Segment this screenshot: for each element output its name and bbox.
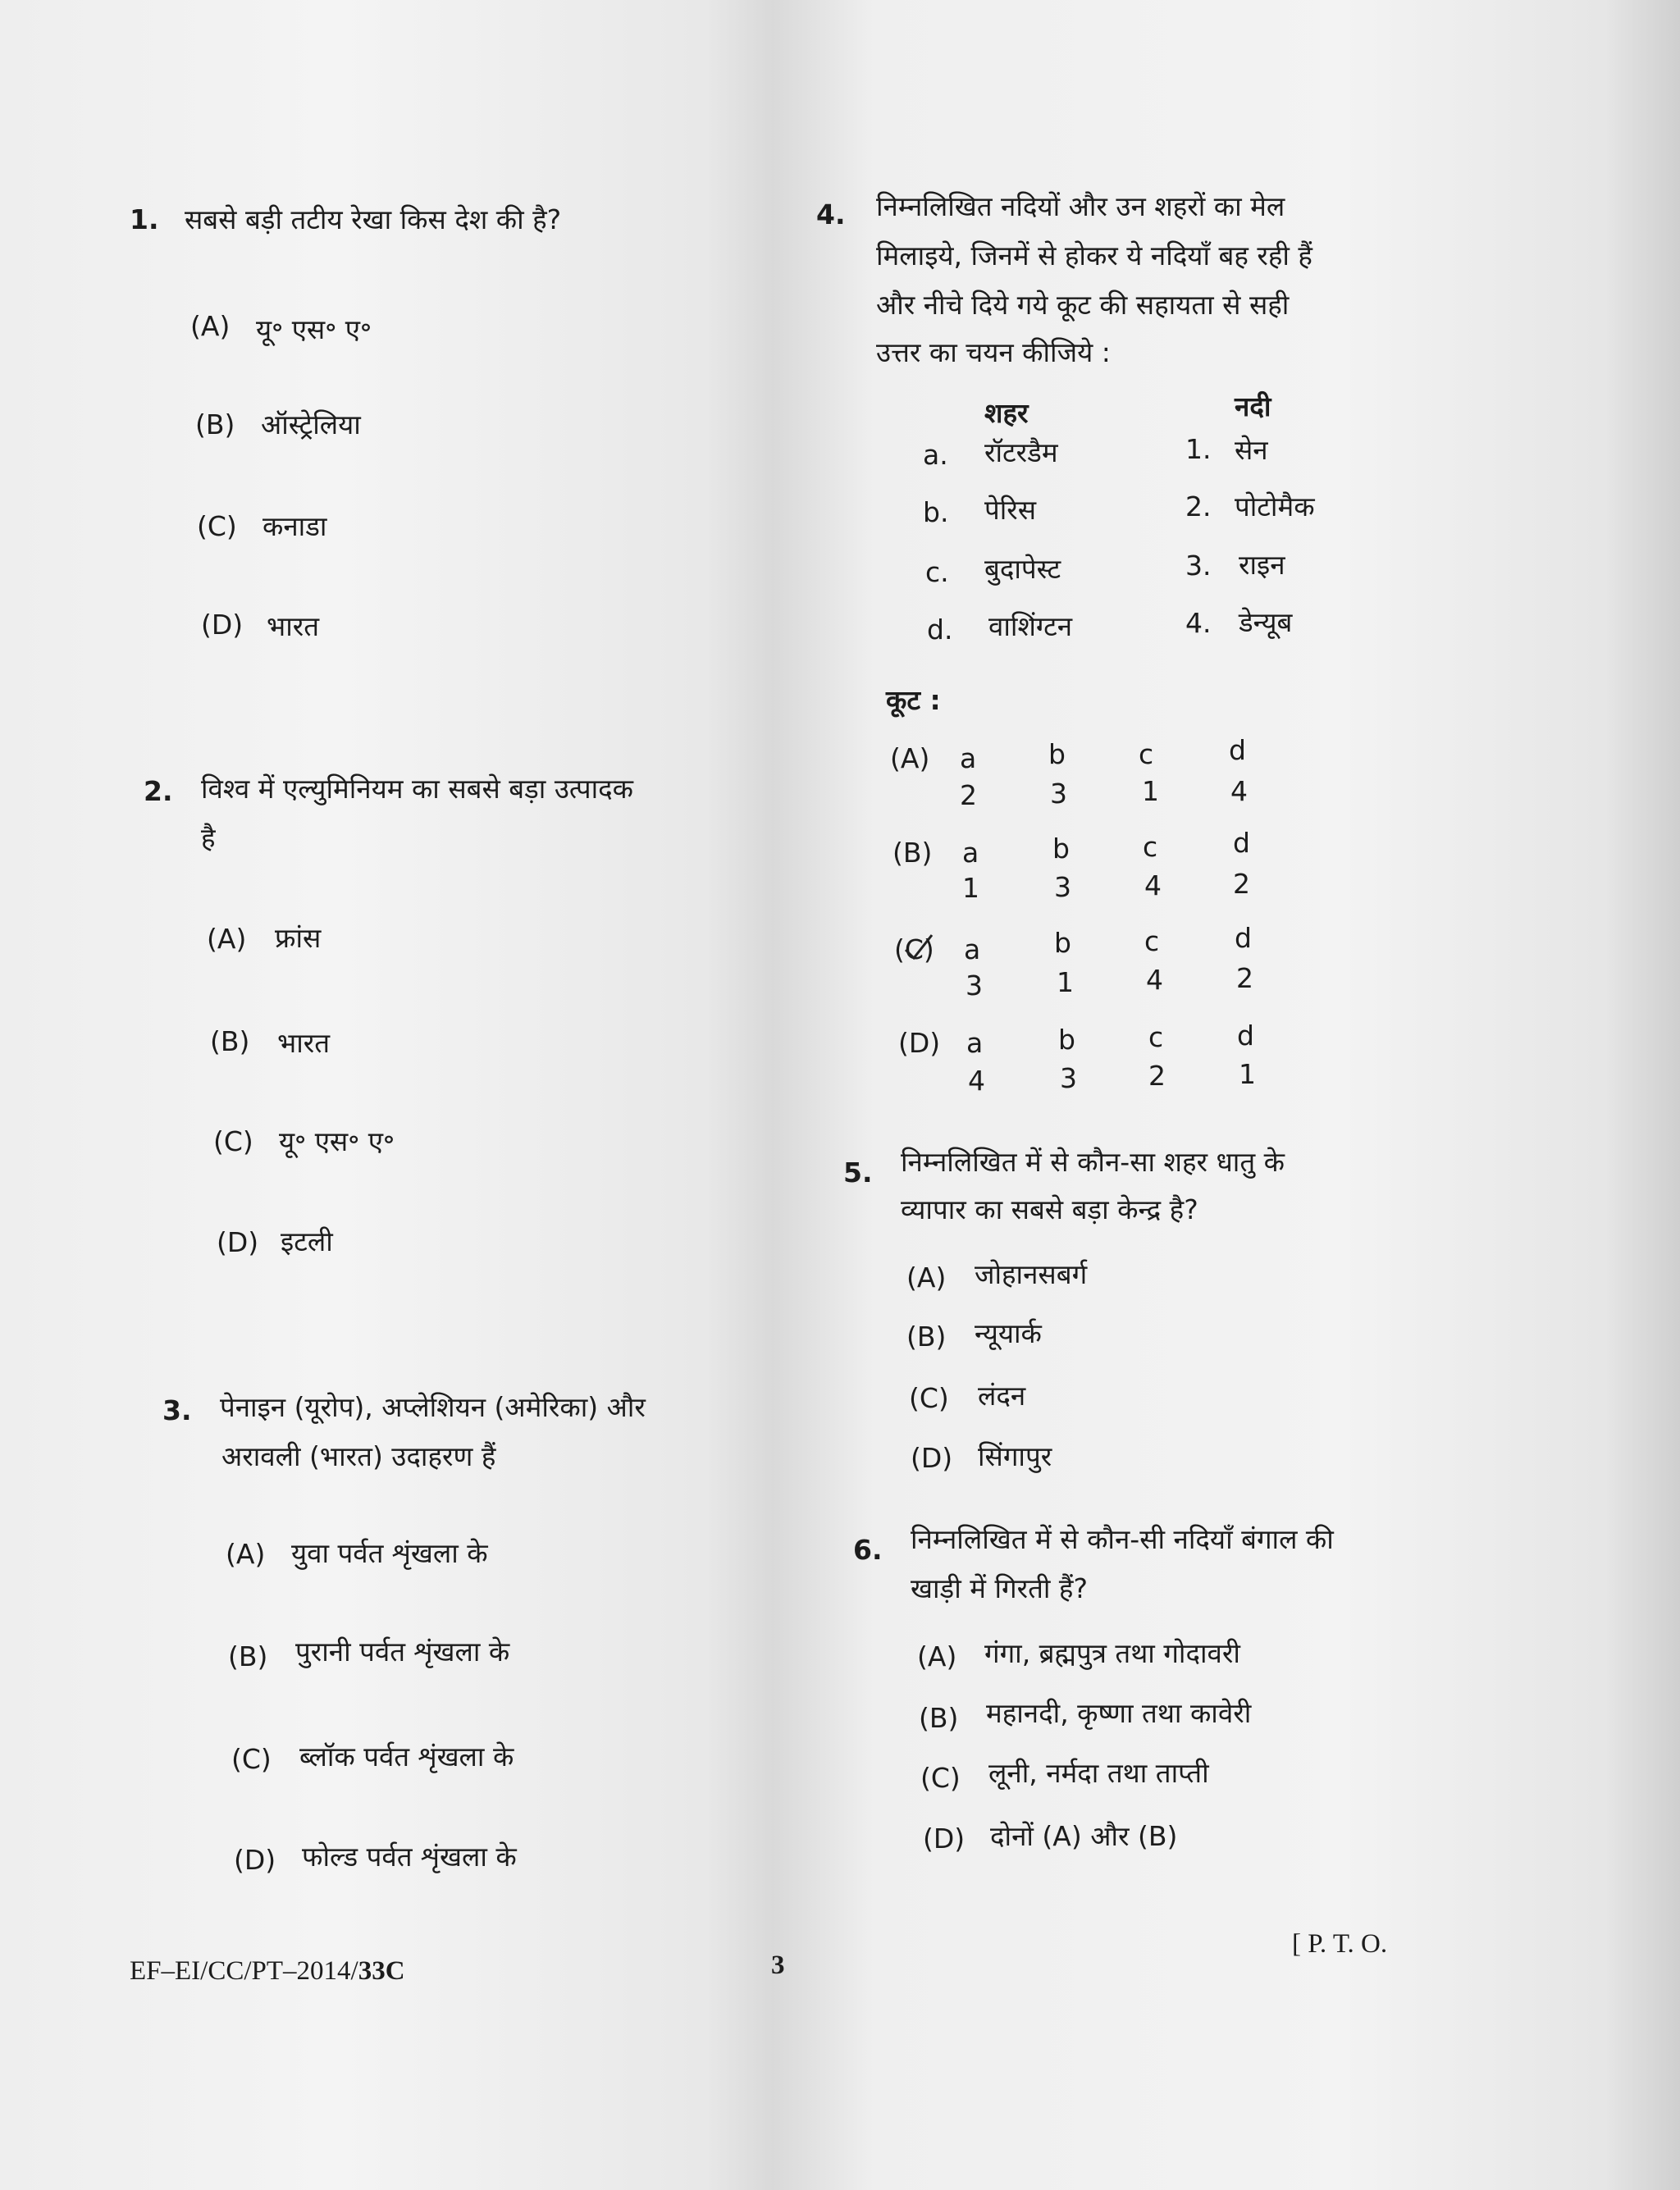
code-b-val-c: 4 bbox=[1144, 869, 1162, 901]
question-4-line-1: निम्नलिखित नदियों और उन शहरों का मेल bbox=[876, 190, 1285, 222]
pto-note: [ P. T. O. bbox=[1292, 1929, 1388, 1959]
code-b-head-b: b bbox=[1052, 833, 1070, 865]
code-d-val-a: 4 bbox=[968, 1065, 985, 1097]
question-5-number: 5. bbox=[843, 1157, 873, 1189]
code-b-label: (B) bbox=[892, 837, 933, 869]
q5-option-c-text: लंदन bbox=[978, 1380, 1026, 1412]
river-2-name: पोटोमैक bbox=[1235, 490, 1315, 522]
question-3-line-2: अरावली (भारत) उदाहरण हैं bbox=[221, 1440, 496, 1472]
q5-option-d-label: (D) bbox=[911, 1442, 953, 1474]
code-a-head-c: c bbox=[1139, 738, 1154, 770]
q6-option-c-label: (C) bbox=[920, 1762, 961, 1794]
q3-option-c-label: (C) bbox=[231, 1743, 272, 1775]
code-d-val-c: 2 bbox=[1148, 1060, 1166, 1092]
q3-option-a-label: (A) bbox=[226, 1538, 266, 1570]
q2-option-c-text: यू॰ एस॰ ए॰ bbox=[279, 1125, 395, 1157]
question-1-text: सबसे बड़ी तटीय रेखा किस देश की है? bbox=[185, 203, 562, 235]
code-c-val-d: 2 bbox=[1236, 962, 1253, 994]
question-2-number: 2. bbox=[144, 775, 173, 807]
q2-option-b-label: (B) bbox=[210, 1025, 250, 1057]
q2-option-b-text: भारत bbox=[277, 1027, 331, 1059]
q1-option-a-text: यू॰ एस॰ ए॰ bbox=[256, 313, 372, 345]
q3-option-a-text: युवा पर्वत शृंखला के bbox=[291, 1537, 488, 1569]
page-number: 3 bbox=[771, 1950, 785, 1980]
river-3-name: राइन bbox=[1239, 549, 1285, 581]
code-a-val-b: 3 bbox=[1050, 778, 1067, 810]
match-column-city-heading: शहर bbox=[984, 397, 1029, 429]
question-6-line-2: खाड़ी में गिरती हैं? bbox=[911, 1572, 1088, 1604]
q1-option-b-label: (B) bbox=[195, 408, 235, 440]
river-1-key: 1. bbox=[1185, 433, 1212, 465]
city-d-key: d. bbox=[927, 614, 953, 646]
q6-option-a-text: गंगा, ब्रह्मपुत्र तथा गोदावरी bbox=[984, 1637, 1240, 1669]
code-c-val-b: 1 bbox=[1057, 966, 1074, 998]
code-b-head-c: c bbox=[1143, 831, 1158, 863]
q2-option-c-label: (C) bbox=[213, 1125, 253, 1157]
match-column-river-heading: नदी bbox=[1235, 390, 1271, 422]
q6-option-d-text: दोनों (A) और (B) bbox=[990, 1820, 1178, 1852]
question-5-line-2: व्यापार का सबसे बड़ा केन्द्र है? bbox=[901, 1193, 1198, 1225]
code-c-val-a: 3 bbox=[966, 970, 983, 1001]
city-c-name: बुदापेस्ट bbox=[984, 553, 1061, 585]
q1-option-a-label: (A) bbox=[190, 310, 231, 342]
q1-option-c-text: कनाडा bbox=[262, 510, 327, 542]
q3-option-c-text: ब्लॉक पर्वत शृंखला के bbox=[299, 1741, 514, 1773]
q5-option-b-text: न्यूयार्क bbox=[975, 1317, 1042, 1349]
q3-option-d-text: फोल्ड पर्वत शृंखला के bbox=[302, 1841, 517, 1873]
q5-option-a-label: (A) bbox=[906, 1262, 947, 1293]
q3-option-d-label: (D) bbox=[234, 1844, 276, 1876]
question-3-line-1: पेनाइन (यूरोप), अप्लेशियन (अमेरिका) और bbox=[220, 1391, 646, 1423]
q1-option-d-label: (D) bbox=[201, 609, 244, 641]
code-b-val-b: 3 bbox=[1054, 871, 1071, 903]
question-1-number: 1. bbox=[130, 203, 159, 235]
code-d-head-b: b bbox=[1058, 1024, 1075, 1056]
code-c-head-a: a bbox=[964, 933, 981, 965]
code-a-val-a: 2 bbox=[960, 779, 977, 811]
q1-option-d-text: भारत bbox=[267, 610, 320, 642]
code-a-head-d: d bbox=[1229, 734, 1246, 766]
question-2-line-2: है bbox=[201, 822, 216, 854]
paper-code-suffix: 33C bbox=[358, 1956, 405, 1986]
q5-option-c-label: (C) bbox=[909, 1382, 949, 1414]
river-4-name: डेन्यूब bbox=[1239, 606, 1293, 638]
code-a-head-a: a bbox=[960, 742, 977, 774]
code-c-head-b: b bbox=[1054, 927, 1071, 959]
q2-option-a-label: (A) bbox=[207, 923, 247, 955]
code-d-head-a: a bbox=[966, 1027, 984, 1059]
code-a-label: (A) bbox=[890, 742, 930, 774]
q2-option-d-text: इटली bbox=[281, 1225, 333, 1257]
q6-option-b-label: (B) bbox=[919, 1702, 959, 1734]
question-6-line-1: निम्नलिखित में से कौन-सी नदियाँ बंगाल की bbox=[911, 1523, 1334, 1555]
q5-option-a-text: जोहानसबर्ग bbox=[975, 1258, 1088, 1290]
code-d-val-b: 3 bbox=[1060, 1062, 1077, 1094]
q6-option-a-label: (A) bbox=[917, 1640, 957, 1672]
q5-option-d-text: सिंगापुर bbox=[978, 1440, 1052, 1472]
q6-option-c-text: लूनी, नर्मदा तथा ताप्ती bbox=[988, 1757, 1209, 1789]
code-c-label: (C) bbox=[894, 933, 934, 965]
question-4-line-2: मिलाइये, जिनमें से होकर ये नदियाँ बह रही हैं bbox=[876, 240, 1312, 271]
paper-code bbox=[130, 1956, 405, 1987]
city-b-key: b. bbox=[923, 496, 949, 528]
code-d-head-c: c bbox=[1148, 1021, 1164, 1053]
code-c-head-c: c bbox=[1144, 925, 1160, 957]
page-edge-shadow bbox=[1606, 0, 1680, 2190]
city-d-name: वाशिंग्टन bbox=[988, 610, 1073, 642]
city-b-name: पेरिस bbox=[984, 494, 1037, 526]
q1-option-c-label: (C) bbox=[197, 510, 237, 542]
river-2-key: 2. bbox=[1185, 490, 1212, 522]
code-a-val-d: 4 bbox=[1230, 775, 1248, 807]
river-3-key: 3. bbox=[1185, 550, 1212, 582]
code-a-head-b: b bbox=[1048, 738, 1066, 770]
question-5-line-1: निम्नलिखित में से कौन-सा शहर धातु के bbox=[901, 1146, 1285, 1178]
code-b-val-d: 2 bbox=[1233, 868, 1250, 900]
city-c-key: c. bbox=[925, 556, 949, 588]
handwritten-tick-mark bbox=[902, 932, 935, 965]
q1-option-b-text: ऑस्ट्रेलिया bbox=[261, 408, 361, 440]
city-a-name: रॉटरडैम bbox=[984, 436, 1058, 468]
code-c-val-c: 4 bbox=[1146, 964, 1163, 996]
code-b-head-d: d bbox=[1233, 827, 1250, 859]
question-2-line-1: विश्व में एल्युमिनियम का सबसे बड़ा उत्पादक bbox=[201, 773, 633, 805]
code-c-head-d: d bbox=[1235, 922, 1252, 954]
river-1-name: सेन bbox=[1235, 434, 1268, 466]
code-b-head-a: a bbox=[962, 837, 979, 869]
code-d-val-d: 1 bbox=[1239, 1058, 1256, 1090]
q5-option-b-label: (B) bbox=[906, 1321, 947, 1353]
question-4-number: 4. bbox=[816, 198, 846, 230]
river-4-key: 4. bbox=[1185, 607, 1212, 639]
q2-option-d-label: (D) bbox=[217, 1226, 259, 1258]
q6-option-b-text: महानदी, कृष्णा तथा कावेरी bbox=[986, 1697, 1252, 1729]
question-3-number: 3. bbox=[162, 1394, 192, 1426]
q2-option-a-text: फ्रांस bbox=[275, 922, 322, 954]
q6-option-d-label: (D) bbox=[923, 1823, 966, 1855]
code-d-label: (D) bbox=[898, 1027, 941, 1059]
q3-option-b-text: पुरानी पर्वत शृंखला के bbox=[295, 1636, 510, 1668]
paper-code-prefix: EF–EI/CC/PT–2014/ bbox=[130, 1956, 358, 1986]
code-a-val-c: 1 bbox=[1142, 775, 1159, 807]
question-4-line-4: उत्तर का चयन कीजिये : bbox=[876, 336, 1111, 368]
code-b-val-a: 1 bbox=[962, 872, 979, 904]
city-a-key: a. bbox=[923, 439, 948, 471]
question-6-number: 6. bbox=[853, 1534, 883, 1566]
question-4-line-3: और नीचे दिये गये कूट की सहायता से सही bbox=[876, 289, 1290, 321]
code-d-head-d: d bbox=[1237, 1020, 1254, 1052]
code-label: कूट : bbox=[886, 684, 941, 716]
q3-option-b-label: (B) bbox=[228, 1640, 268, 1672]
